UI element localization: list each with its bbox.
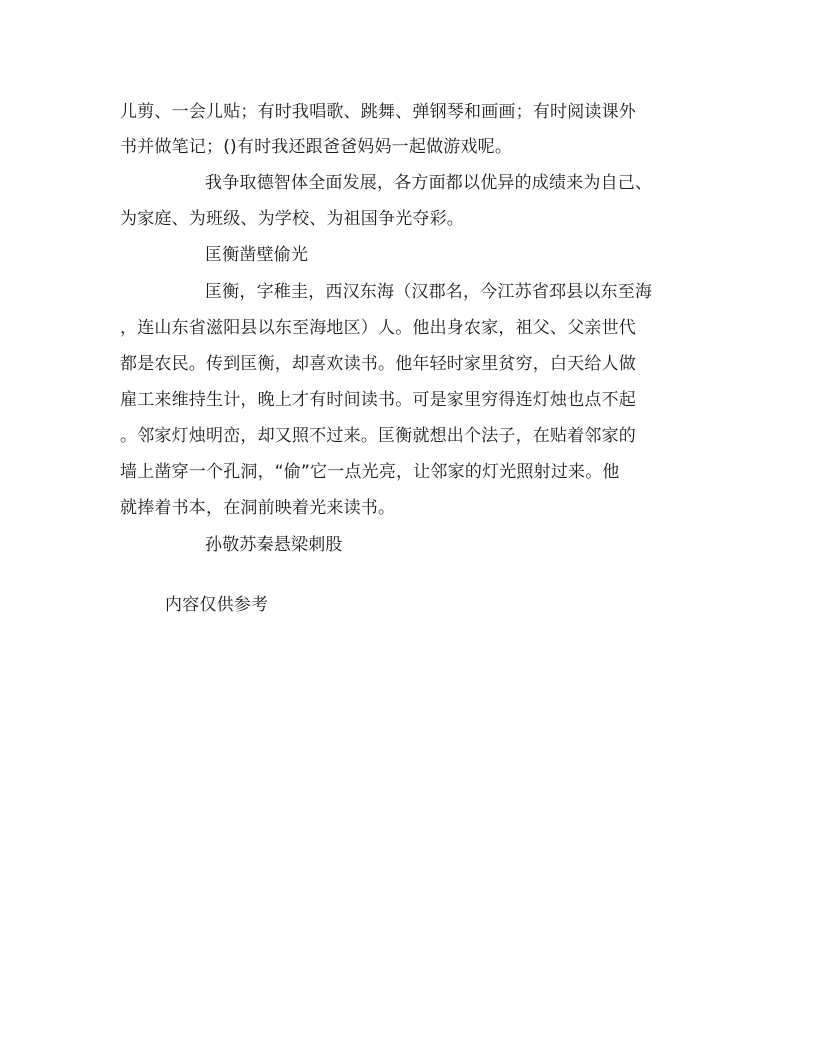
footer-note: 内容仅供参考 — [165, 595, 269, 615]
body-text-line: 雇工来维持生计，晚上才有时间读书。可是家里穷得连灯烛也点不起 — [120, 390, 636, 410]
body-text-line: 就捧着书本，在洞前映着光来读书。 — [120, 498, 396, 518]
body-text-line: ，连山东省滋阳县以东至海地区）人。他出身农家，祖父、父亲世代 — [120, 318, 636, 338]
body-text-line: 书并做笔记；()有时我还跟爸爸妈妈一起做游戏呢。 — [120, 137, 513, 157]
body-text-line: 墙上凿穿一个孔洞，“偷”它一点光亮，让邻家的灯光照射过来。他 — [120, 462, 620, 482]
section-heading: 孙敬苏秦悬梁刺股 — [205, 535, 343, 555]
body-text-line: 为家庭、为班级、为学校、为祖国争光夺彩。 — [120, 209, 464, 229]
body-text-line: 我争取德智体全面发展，各方面都以优异的成绩来为自己、 — [205, 173, 653, 193]
section-heading: 匡衡凿壁偷光 — [205, 245, 309, 265]
body-text-line: 匡衡，字稚圭，西汉东海（汉郡名，今江苏省邳县以东至海 — [205, 282, 653, 302]
body-text-line: 。邻家灯烛明峦，却又照不过来。匡衡就想出个法子，在贴着邻家的 — [120, 426, 636, 446]
body-text-line: 都是农民。传到匡衡，却喜欢读书。他年轻时家里贫穷，白天给人做 — [120, 354, 636, 374]
body-text-line: 儿剪、一会儿贴；有时我唱歌、跳舞、弹钢琴和画画；有时阅读课外 — [120, 102, 636, 122]
